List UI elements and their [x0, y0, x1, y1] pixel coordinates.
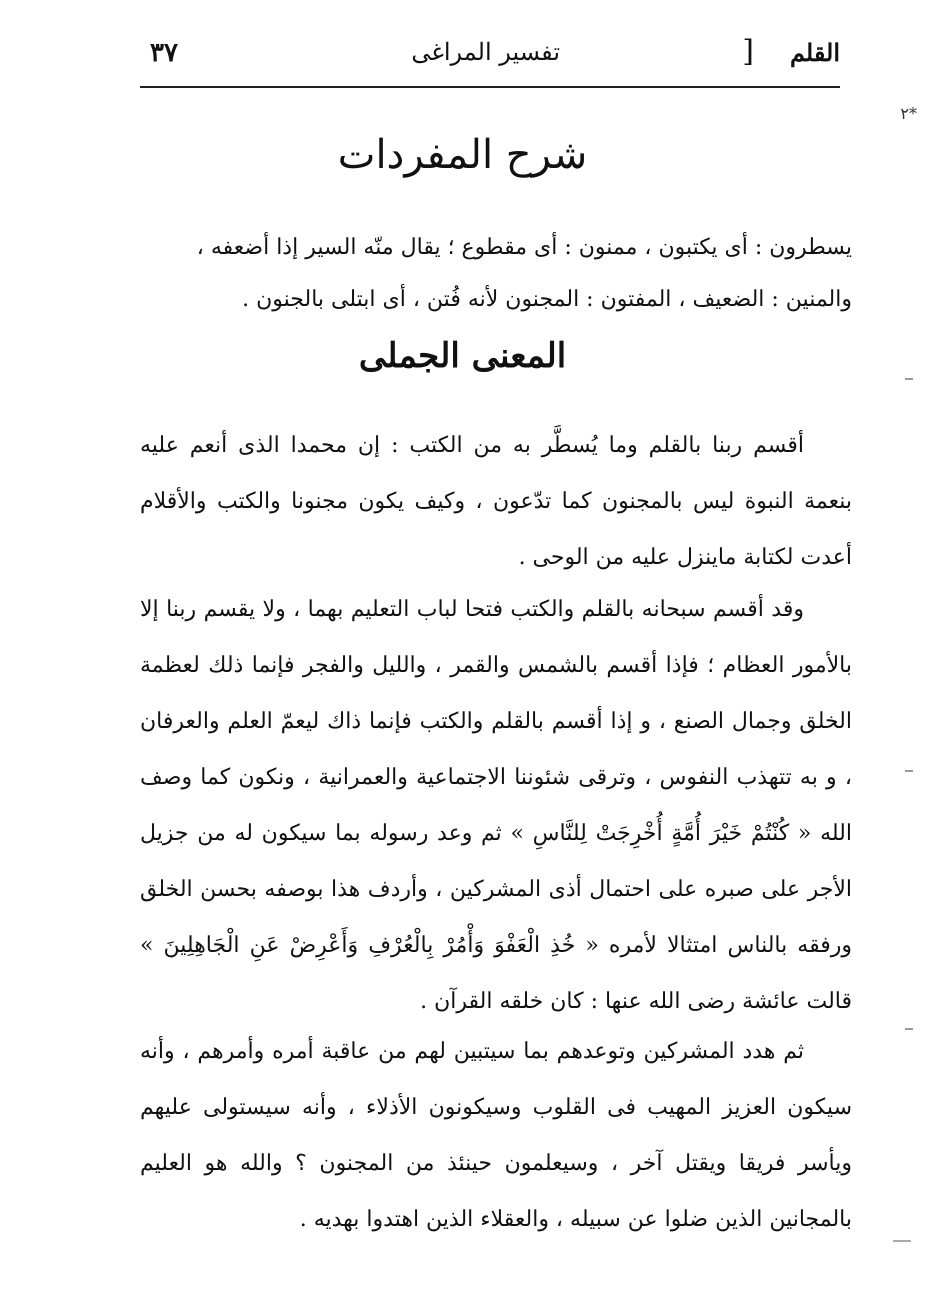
paragraph-text: أقسم ربنا بالقلم وما يُسطَّر به من الكتب : إن محمدا الذى أنعم عليه بنعمة النبوة ليس بالمجنون كما تدّعون ، وكيف يكون مجنونا والكتب والأقلام أعدت لكتابة ماينزل عليه من الوحى .: [140, 433, 853, 570]
book-title: تفسير المراغى: [411, 38, 560, 66]
header-bracket: [: [742, 34, 754, 69]
page-number: ٣٧: [150, 38, 178, 68]
margin-speck: [905, 770, 913, 772]
running-header: [140, 34, 840, 82]
paragraph-text: ثم هدد المشركين وتوعدهم بما سيتبين لهم من عاقبة أمره وأمرهم ، وأنه سيكون العزيز المهيب فى القلوب وسيكونون الأذلاء ، وأنه سيستولى عليهم ويأسر فريقا ويقتل آخر ، وسيعلمون حينئذ من المجنون ؟ والله هو العليم بالمجانين الذين ضلوا عن سبيله ، والعقلاء الذين اهتدوا بهديه .: [140, 1039, 852, 1232]
meaning-paragraph-2: [140, 582, 852, 1030]
meaning-paragraph-1: [140, 418, 852, 586]
vocab-line: يسطرون : أى يكتبون ، ممنون : أى مقطوع ؛ يقال منّه السير إذا أضعفه ،: [196, 235, 852, 260]
margin-speck: [905, 1028, 913, 1030]
paragraph-text: وقد أقسم سبحانه بالقلم والكتب فتحا لباب التعليم بهما ، ولا يقسم ربنا إلا بالأمور العظام ؛ فإذا أقسم بالشمس والقمر ، والليل والفجر فإنما ذلك لعظمة الخلق وجمال الصنع ، و إذا أقسم بالقلم والكتب فإنما ذاك ليعمّ العلم والعرفان ، و به تتهذب النفوس ، وترقى شئوننا الاجتماعية والعمرانية ، ونكون كما وصف الله « كُنْتُمْ خَيْرَ أُمَّةٍ أُخْرِجَتْ لِلنَّاسِ » ثم وعد رسوله بما سيكون له من جزيل الأجر على صبره على احتمال أذى المشركين ، وأردف هذا بوصفه بحسن الخلق ورفقه بالناس امتثالا لأمره « خُذِ الْعَفْوَ وَأْمُرْ بِالْعُرْفِ وَأَعْرِضْ عَنِ الْجَاهِلِينَ » قالت عائشة رضى الله عنها : كان خلقه القرآن .: [140, 597, 852, 1014]
header-rule: [140, 86, 840, 88]
surah-name: القلم: [789, 38, 840, 67]
margin-mark: *٢: [900, 104, 917, 123]
vocab-definitions: [140, 222, 852, 326]
meaning-paragraph-3: [140, 1024, 852, 1248]
margin-speck: [905, 378, 913, 380]
meaning-section-title: المعنى الجملى: [358, 336, 567, 376]
vocab-line: والمنين : الضعيف ، المفتون : المجنون لأنه فُتن ، أى ابتلى بالجنون .: [242, 287, 852, 312]
vocab-section-title: شرح المفردات: [337, 132, 588, 178]
margin-speck: [893, 1240, 911, 1242]
